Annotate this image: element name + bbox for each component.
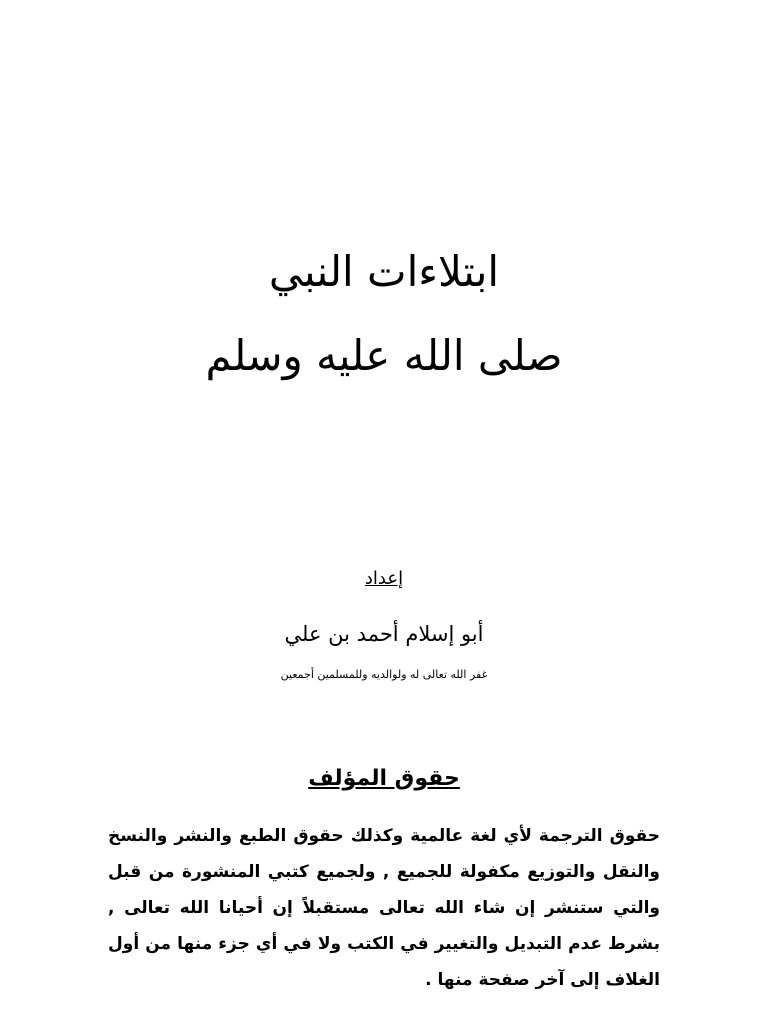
copyright-paragraph: حقوق الترجمة لأي لغة عالمية وكذلك حقوق الطبع والنشر والنسخ والنقل والتوزيع مكفولة للجميع , ولجميع كتبي المنشورة من قبل والتي ستنشر إن شاء الله تعالى مستقبلاً إن أحيانا الله تعالى , بشرط عدم التبديل والتغيير في الكتب ولا في أي جزء منها من أول الغلاف إلى آخر صفحة منها .	[108, 826, 660, 990]
book-title-line-1: ابتلاءات النبي	[268, 247, 500, 296]
prepared-by-label: إعداد	[364, 568, 404, 589]
book-title-line-2: صلى الله عليه وسلم	[205, 331, 563, 380]
author-prayer: غفر الله تعالى له ولوالديه وللمسلمين أجمعين	[280, 668, 488, 681]
author-name: أبو إسلام أحمد بن علي	[284, 622, 484, 646]
copyright-heading: حقوق المؤلف	[308, 766, 460, 791]
